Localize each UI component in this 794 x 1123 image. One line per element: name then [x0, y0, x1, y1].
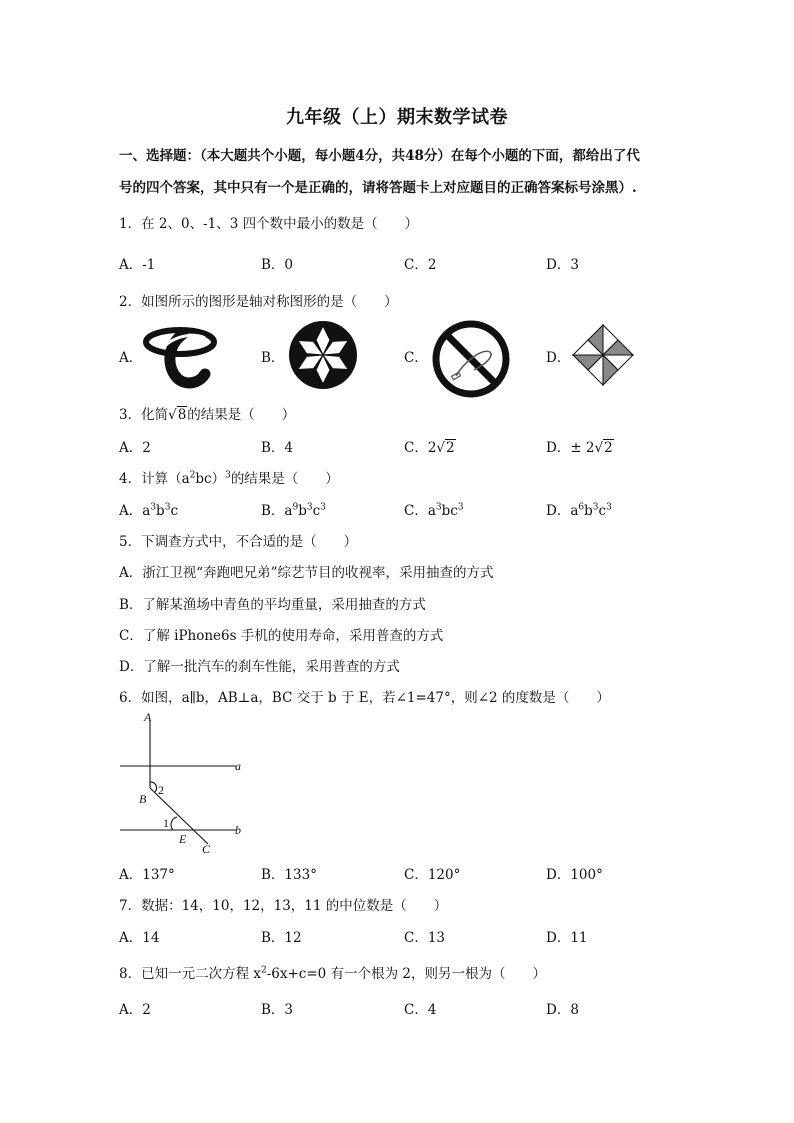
q5-option-a: A．浙江卫视“奔跑吧兄弟”综艺节目的收视率，采用抽查的方式	[119, 565, 494, 581]
q7-option-c: C．13	[404, 930, 446, 946]
q4-a-part: b	[156, 503, 165, 519]
q8-option-b: B．3	[261, 1002, 294, 1018]
question-8-stem	[119, 962, 546, 982]
q4-d-part: b	[584, 503, 593, 519]
q4-option-b	[261, 499, 326, 519]
q5-option-c: C．了解 iPhone6s 手机的使用寿命，采用普查的方式	[119, 628, 444, 644]
q6-option-c: C．120°	[404, 867, 461, 883]
telecom-logo-figure	[143, 320, 218, 390]
q7-option-a: A．14	[119, 930, 160, 946]
q4-b-part: c	[312, 503, 321, 519]
q4-stem-exponent-outer: 3	[225, 470, 231, 481]
q3-sqrt: √8	[168, 407, 187, 423]
q3-radicand: 8	[177, 407, 187, 423]
q1-option-a: A．-1	[119, 257, 156, 273]
q8-option-c: C．4	[404, 1002, 437, 1018]
q3-stem-suffix: 的结果是（ ）	[187, 407, 296, 423]
question-2-stem: 2．如图所示的图形是轴对称图形的是（ ）	[119, 294, 398, 310]
q4-stem-exponent: 2	[189, 470, 196, 481]
q8-stem-suffix: -6x+c=0 有一个根为 2，则另一根为（ ）	[266, 966, 546, 982]
q4-c-exp: 3	[435, 502, 442, 513]
q4-option-c	[404, 499, 464, 519]
fig-label-B: B	[139, 792, 147, 806]
page-title: 九年级（上）期末数学试卷	[286, 107, 508, 128]
q4-b-exp: 9	[292, 502, 299, 513]
question-6-stem: 6．如图，a∥b，AB⊥a，BC 交于 b 于 E，若∠1=47°，则∠2 的度数是（ ）	[119, 690, 610, 706]
q4-stem-suffix: 的结果是（ ）	[230, 471, 339, 487]
fig-angle-1: 1	[163, 816, 169, 830]
q6-option-b: B．133°	[261, 867, 317, 883]
q8-stem-prefix: 8．已知一元二次方程 x	[119, 966, 261, 982]
q1-option-d: D．3	[546, 257, 579, 273]
q4-d-part: D．a	[546, 503, 579, 519]
q4-d-exp: 3	[592, 502, 599, 513]
parallel-lines-figure	[118, 710, 248, 855]
q4-d-exp: 3	[606, 502, 612, 513]
question-4-stem	[119, 467, 339, 487]
q6-option-d: D．100°	[546, 867, 603, 883]
q6-option-a: A．137°	[119, 867, 175, 883]
q2-option-b: B．	[261, 350, 285, 366]
q4-c-part: bc	[441, 503, 458, 519]
section-heading-line2: 号的四个答案，其中只有一个是正确的，请将答题卡上对应题目的正确答案标号涂黑）.	[119, 180, 637, 196]
q3-option-d-radicand: 2	[604, 440, 613, 456]
q4-c-exp: 3	[457, 502, 464, 513]
question-7-stem: 7．数据：14，10，12，13，11 的中位数是（ ）	[119, 898, 448, 914]
fig-label-E: E	[179, 832, 187, 846]
fig-label-C: C	[202, 842, 211, 855]
q4-b-exp: 3	[306, 502, 313, 513]
q1-option-c: C．2	[404, 257, 437, 273]
question-3-stem	[119, 403, 295, 423]
q2-option-c: C．	[404, 350, 428, 366]
fig-label-a: a	[235, 759, 241, 773]
q3-option-c	[404, 436, 456, 456]
q7-option-b: B．12	[261, 930, 302, 946]
fig-label-b: b	[235, 823, 241, 837]
q3-option-b: B．4	[261, 440, 294, 456]
q4-d-part: c	[598, 503, 607, 519]
q4-a-exp: 3	[164, 502, 171, 513]
hexagon-star-figure	[288, 320, 358, 390]
q4-a-part: A．a	[119, 503, 151, 519]
q4-d-exp: 6	[578, 502, 585, 513]
q4-option-d	[546, 499, 612, 519]
q4-b-part: B．a	[261, 503, 293, 519]
q2-option-a: A．	[119, 350, 143, 366]
q4-a-exp: 3	[150, 502, 157, 513]
pinwheel-figure	[568, 320, 638, 390]
q3-option-d	[546, 436, 614, 456]
q4-b-part: b	[298, 503, 307, 519]
q4-stem-prefix: 4．计算（a	[119, 471, 190, 487]
q3-stem-prefix: 3．化简	[119, 407, 169, 423]
q4-a-part: c	[170, 503, 178, 519]
q4-c-part: C．a	[404, 503, 436, 519]
q8-stem-exponent: 2	[261, 965, 267, 976]
q3-option-d-prefix: D．± 2	[546, 440, 595, 456]
no-sign-figure	[430, 318, 512, 400]
q2-option-d: D．	[546, 350, 571, 366]
q7-option-d: D．11	[546, 930, 588, 946]
question-5-stem: 5．下调查方式中，不合适的是（ ）	[119, 534, 358, 550]
q4-option-a	[119, 499, 178, 519]
q3-option-c-prefix: C．2	[404, 440, 437, 456]
section-heading-line1: 一、选择题：（本大题共个小题，每小题4分，共48分）在每个小题的下面，都给出了代	[119, 148, 640, 164]
q4-stem-mid: bc）	[195, 471, 226, 487]
q8-option-d: D．8	[546, 1002, 579, 1018]
q8-option-a: A．2	[119, 1002, 151, 1018]
q5-option-b: B．了解某渔场中青鱼的平均重量，采用抽查的方式	[119, 597, 426, 613]
q4-b-exp: 3	[320, 502, 326, 513]
fig-label-A: A	[144, 710, 152, 724]
q3-option-a: A．2	[119, 440, 151, 456]
fig-angle-2: 2	[158, 783, 164, 797]
q3-option-d-sqrt: √2	[594, 440, 613, 456]
question-1-stem: 1．在 2、0、-1、3 四个数中最小的数是（ ）	[119, 216, 419, 232]
q3-option-c-radicand: 2	[446, 440, 455, 456]
q5-option-d: D．了解一批汽车的刹车性能，采用普查的方式	[119, 659, 400, 675]
q3-option-c-sqrt: √2	[436, 440, 455, 456]
q1-option-b: B．0	[261, 257, 294, 273]
